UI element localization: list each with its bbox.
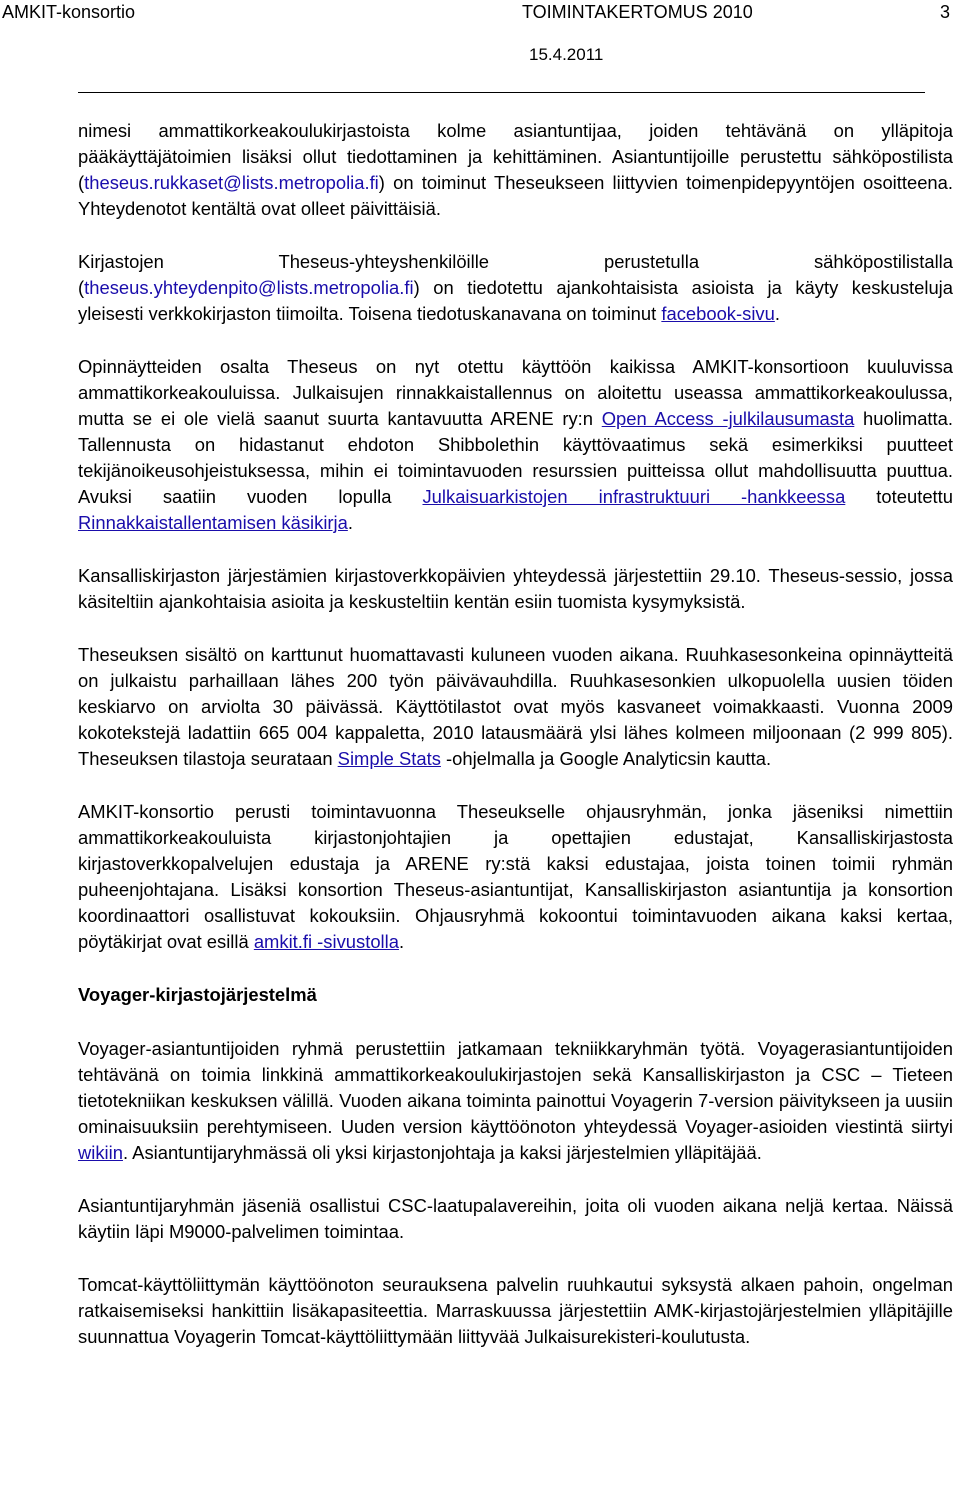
simple-stats-link[interactable]: Simple Stats	[337, 748, 441, 769]
document-body	[78, 118, 953, 1377]
paragraph-text: Voyager-asiantuntijoiden ryhmä perustettiin jatkamaan tekniikkaryhmän työtä. Voyagerasiantuntijoiden tehtävänä on toimia linkkinä ammattikorkeakoulukirjastojen sekä Kansalliskirjaston ja CSC – Tieteen tietotekniikan keskuksen välillä. Vuoden aikana toiminta painottui Voyagerin 7-version päivitykseen ja uusiin ominaisuuksiin perehtymiseen. Uuden version käyttöönoton yhteydessä Voyager-asioiden viestintä siirtyi	[78, 1038, 953, 1137]
paragraph-text: Theseuksen sisältö on karttunut huomattavasti kuluneen vuoden aikana. Ruuhkasesonkeina opinnäytteitä on julkaistu parhaillaan lähes 200 työn päivävauhdilla. Ruuhkasesonkien ulkopuolella uusien töiden keskiarvo on arviolta 30 päivässä. Käyttötilastot ovat myös kasvaneet voimakkaasti. Vuonna 2009 kokotekstejä ladattiin 665 004 kappaletta, 2010 latausmäärä ylsi lähes kolmeen miljoonaan (2 999 805). Theseuksen tilastoja seurataan	[78, 644, 953, 769]
open-access-link[interactable]: Open Access -julkilausumasta	[601, 408, 855, 429]
paragraph-text: nimesi ammattikorkeakoulukirjastoista kolme asiantuntijaa, joiden tehtävänä on ylläpitoja pääkäyttäjätoimien lisäksi ollut tiedottaminen ja kehittäminen. Asiantuntijoille perustettu sähköpostilista (	[78, 120, 953, 193]
facebook-link[interactable]: facebook-sivu	[661, 303, 775, 324]
infrastructure-project-link[interactable]: Julkaisuarkistojen infrastruktuuri -hankkeessa	[422, 486, 846, 507]
paragraph-text: ) on toiminut Theseukseen liittyvien toimenpidepyyntöjen osoitteena. Yhteydenotot kentältä ovat olleet päivittäisiä.	[78, 172, 953, 219]
email-link-yhteydenpito[interactable]: theseus.yhteydenpito@lists.metropolia.fi	[84, 277, 414, 298]
paragraph-text: AMKIT-konsortio perusti toimintavuonna Theseukselle ohjausryhmän, jonka jäseniksi nimettiin ammattikorkeakouluista kirjastonjohtajien ja opettajien edustajat, Kansalliskirjastosta kirjastoverkkopalvelujen edustaja ja ARENE ry:stä kaksi edustajaa, joista toinen toimii ryhmän puheenjohtajana. Lisäksi konsortion Theseus-asiantuntijat, Kansalliskirjaston asiantuntija ja konsortion koordinaattori osallistuvat kokouksiin. Ohjausryhmä kokoontui toimintavuoden aikana kaksi kertaa, pöytäkirjat ovat esillä	[78, 801, 953, 952]
paragraph-text: .	[774, 303, 780, 324]
email-link-rukkaset[interactable]: theseus.rukkaset@lists.metropolia.fi	[84, 172, 379, 193]
paragraph-text: .	[398, 931, 405, 952]
section-heading-voyager: Voyager-kirjastojärjestelmä	[78, 984, 317, 1005]
header-organization: AMKIT-konsortio	[2, 2, 136, 22]
header-page-number: 3	[940, 2, 951, 22]
paragraph-text: -ohjelmalla ja Google Analyticsin kautta.	[440, 748, 772, 769]
header-date: 15.4.2011	[529, 45, 604, 64]
paragraph-theses	[78, 354, 953, 536]
page-header	[0, 0, 960, 70]
amkit-site-link[interactable]: amkit.fi -sivustolla	[253, 931, 399, 952]
paragraph-text: huolimatta. Tallennusta on hidastanut ehdoton Shibbolethin käyttövaatimus sekä esimerkiksi puutteet tekijänoikeusohjeistuksessa, mihin ei toimintavuoden resurssien puitteissa ollut mahdollisuutta puuttua. Avuksi saatiin vuoden lopulla	[78, 408, 953, 507]
paragraph-statistics	[78, 642, 953, 772]
header-report-title: TOIMINTAKERTOMUS 2010	[522, 2, 753, 22]
header-divider	[78, 92, 925, 93]
paragraph-library-days: Kansalliskirjaston järjestämien kirjastoverkkopäivien yhteydessä järjestettiin 29.10. Theseus-sessio, jossa käsiteltiin ajankohtaisia asioita ja keskusteltiin kentän esiin tuomista kysymyksistä.	[78, 565, 953, 612]
paragraph-text: Kirjastojen Theseus-yhteyshenkilöille perustetulla sähköpostilistalla (	[78, 251, 953, 298]
paragraph-text: .	[347, 512, 353, 533]
paragraph-text: Opinnäytteiden osalta Theseus on nyt otettu käyttöön kaikissa AMKIT-konsortioon kuuluvissa ammattikorkeakouluissa. Julkaisujen rinnakkaistallennus on aloitettu useassa ammattikorkeakoulussa, mutta se ei ole vielä saanut suurta kantavuutta ARENE ry:n	[78, 356, 953, 429]
paragraph-text: . Asiantuntijaryhmässä oli yksi kirjastonjohtaja ja kaksi järjestelmien ylläpitäjää.	[122, 1142, 762, 1163]
paragraph-tomcat: Tomcat-käyttöliittymän käyttöönoton seurauksena palvelin ruuhkautui syksystä alkaen pahoin, ongelman ratkaisemiseksi hankittiin lisäkapasiteettia. Marraskuussa järjestettiin AMK-kirjastojärjestelmien ylläpitäjille suunnattua Voyagerin Tomcat-käyttöliittymään liittyvää Julkaisurekisteri-koulutusta.	[78, 1274, 953, 1347]
handbook-link[interactable]: Rinnakkaistallentamisen käsikirja	[78, 512, 348, 533]
paragraph-voyager-experts	[78, 1036, 953, 1166]
wiki-link[interactable]: wikiin	[78, 1142, 123, 1163]
paragraph-steering-group	[78, 799, 953, 955]
paragraph-contact-list	[78, 249, 953, 327]
paragraph-text: ) on tiedotettu ajankohtaisista asioista ja käyty keskusteluja yleisesti verkkokirjaston tiimoilta. Toisena tiedotuskanavana on toiminut	[78, 277, 953, 324]
paragraph-text: toteutettu	[845, 486, 953, 507]
paragraph-expert-list	[78, 118, 953, 222]
paragraph-csc-meetings: Asiantuntijaryhmän jäseniä osallistui CSC-laatupalavereihin, joita oli vuoden aikana neljä kertaa. Näissä käytiin läpi M9000-palvelimen toimintaa.	[78, 1195, 953, 1242]
